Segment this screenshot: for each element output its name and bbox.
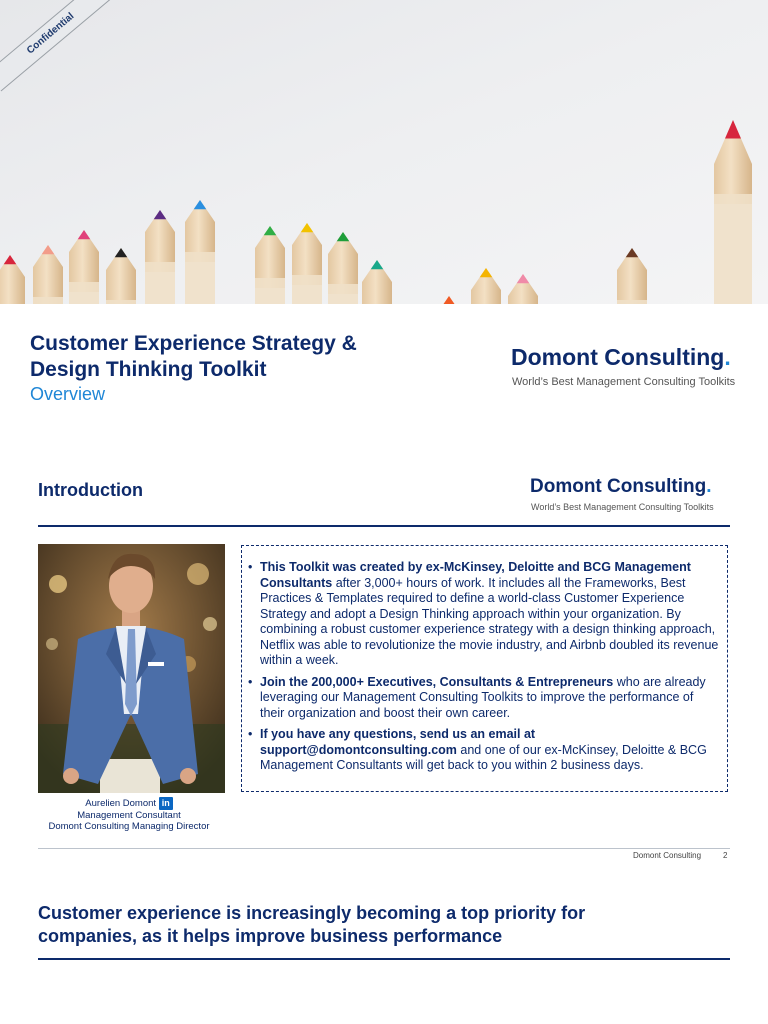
bullet-bold: Join the 200,000+ Executives, Consultants & Entrepreneurs: [260, 674, 614, 689]
next-slide-divider: [38, 958, 730, 960]
cover-title: Customer Experience Strategy & Design Thinking Toolkit: [30, 332, 357, 381]
consultant-name: Aurelien Domont: [85, 798, 157, 810]
cover-brand-tagline: World’s Best Management Consulting Toolkits: [512, 376, 736, 388]
consultant-title: Domont Consulting Managing Director: [48, 821, 210, 832]
brand-name: Domont Consulting: [530, 476, 707, 497]
intro-textbox: [241, 545, 728, 792]
bullet-item: [248, 560, 721, 669]
bullet-bold: This Toolkit was created by ex-McKinsey, Deloitte and BCG Management Consultants: [260, 560, 691, 590]
brand-name: Domont Consulting: [511, 344, 725, 370]
bullet-text: who are already leveraging our Management Consulting Toolkits to improve the performance of their organization and boost their own career.: [260, 674, 706, 720]
page-number: 2: [723, 851, 728, 860]
linkedin-icon[interactable]: in: [159, 797, 173, 810]
cover-subtitle: Overview: [30, 384, 106, 404]
pencil: [185, 200, 215, 304]
intro-heading: Introduction: [38, 480, 143, 500]
confidential-ribbon: Confidential: [0, 0, 116, 91]
consultant-portrait: [38, 544, 225, 793]
portrait-caption: [38, 797, 220, 832]
bullet-item: [248, 675, 721, 722]
cover-brand-logo: [511, 344, 731, 371]
intro-divider: [38, 525, 730, 527]
caption-name-line: [38, 797, 220, 810]
intro-brand-logo: [530, 476, 712, 498]
hero-banner: [0, 0, 768, 304]
footer-divider: [38, 848, 730, 849]
next-slide-title: Customer experience is increasingly becoming a top priority for companies, as it helps improve business performance: [38, 903, 586, 946]
brand-dot: .: [724, 344, 731, 370]
bullet-item: [248, 727, 721, 774]
intro-brand-tagline: World’s Best Management Consulting Toolkits: [531, 502, 714, 512]
footer-brand: Domont Consulting: [633, 851, 702, 860]
bullet-text: after 3,000+ hours of work. It includes all the Frameworks, Best Practices & Templates required to define a world-class Customer Experience Strategy and adopt a Design Thinking approach within your organization. By combining a robust customer experience strategy with a design thinking approach, Netflix was able to revolutionize the movie industry, and Airbnb doubled its revenue within a week.: [260, 575, 719, 667]
bullet-text: and one of our ex-McKinsey, Deloitte & BCG Management Consultants will get back to you within 2 business days.: [260, 742, 707, 772]
consultant-role: Management Consultant: [77, 810, 181, 821]
intro-bullet-list: [248, 560, 721, 774]
brand-dot: .: [706, 476, 712, 497]
bullet-bold: If you have any questions, send us an email at support@domontconsulting.com: [260, 727, 536, 757]
colored-pencils-photo: [0, 0, 768, 304]
